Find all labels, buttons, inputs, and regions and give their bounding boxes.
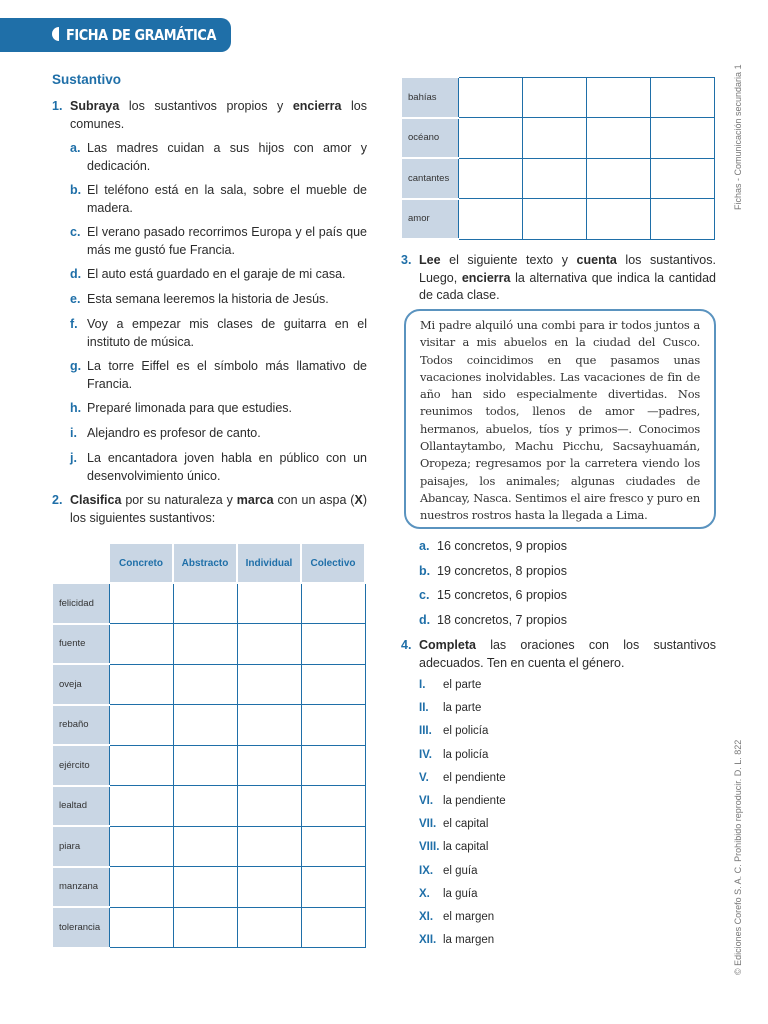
answer-cell[interactable] (650, 77, 714, 118)
sentence-item (419, 793, 506, 810)
question-number: 1. (52, 99, 63, 113)
option-text: 15 concretos, 6 propios (437, 588, 567, 602)
item-label: h. (70, 401, 82, 415)
sentence-item (419, 886, 478, 903)
item-text: la margen (443, 934, 495, 947)
option-text: 18 concretos, 7 propios (437, 613, 567, 627)
classification-table (52, 542, 366, 949)
item-label: VII. (419, 818, 437, 831)
answer-cell[interactable] (173, 786, 237, 827)
item-label: d. (70, 267, 82, 281)
item-text: el capital (443, 818, 489, 831)
item-label: V. (419, 771, 429, 784)
table-row (53, 826, 365, 867)
item-text: el pendiente (443, 771, 506, 784)
item-label: f. (70, 317, 78, 331)
table-row (53, 745, 365, 786)
classification-table-continued (402, 76, 715, 240)
copyright-caption: © Ediciones Corefo S. A. C. Prohibido reproducir. D. L. 822 (733, 739, 743, 975)
answer-cell[interactable] (237, 826, 301, 867)
answer-cell[interactable] (237, 907, 301, 948)
answer-cell[interactable] (301, 664, 365, 705)
item-label: c. (70, 225, 81, 239)
item-label: I. (419, 679, 426, 691)
sentence-item (419, 770, 506, 787)
instruction-text: la alternativa que indica la cantidad de cada clase. (419, 270, 716, 302)
option-label: b. (419, 564, 431, 578)
list-item (70, 316, 367, 351)
answer-cell[interactable] (586, 158, 650, 199)
column-header: Colectivo (301, 543, 365, 583)
answer-cell[interactable] (586, 199, 650, 240)
sentence-item (419, 700, 481, 717)
answer-cell[interactable] (237, 745, 301, 786)
item-text: la guía (443, 887, 478, 900)
answer-cell[interactable] (522, 158, 586, 199)
item-text: Alejandro es profesor de canto. (87, 426, 261, 440)
answer-cell[interactable] (458, 199, 522, 240)
page-title: FICHA DE GRAMÁTICA (66, 26, 217, 44)
instruction-text: las oraciones con los sustantivos adecuados. Ten en cuenta el género. (419, 638, 716, 670)
list-item (70, 450, 367, 485)
question-4 (401, 637, 716, 672)
answer-cell[interactable] (237, 583, 301, 624)
answer-cell[interactable] (173, 867, 237, 908)
option-label: a. (419, 539, 430, 553)
answer-cell[interactable] (522, 118, 586, 159)
sentence-item (419, 747, 488, 764)
item-text: Preparé limonada para que estudies. (87, 401, 292, 415)
list-item (70, 291, 367, 309)
table-row (53, 786, 365, 827)
item-text: el policía (443, 725, 489, 738)
item-text: Esta semana leeremos la historia de Jesús. (87, 292, 329, 306)
item-text: la policía (443, 748, 489, 761)
table-row (53, 867, 365, 908)
answer-cell[interactable] (173, 745, 237, 786)
instruction-verb: Completa (419, 638, 476, 652)
item-text: El teléfono está en la sala, sobre el mueble de madera. (87, 183, 367, 215)
row-label: océano (402, 118, 458, 159)
item-label: a. (70, 141, 81, 155)
answer-cell[interactable] (109, 745, 173, 786)
item-text: la pendiente (443, 795, 506, 807)
row-label: rebaño (53, 705, 109, 746)
item-label: VIII. (419, 841, 440, 854)
item-label: XI. (419, 911, 434, 923)
instruction-verb: Lee (419, 253, 441, 267)
table-row (53, 624, 365, 665)
answer-cell[interactable] (173, 664, 237, 705)
table-row (402, 199, 714, 240)
answer-cell[interactable] (301, 745, 365, 786)
option-text: 19 concretos, 8 propios (437, 564, 567, 578)
table-row (402, 77, 714, 118)
list-item (70, 425, 367, 443)
item-label: II. (419, 702, 429, 715)
answer-cell[interactable] (109, 907, 173, 948)
question-number: 3. (401, 253, 412, 267)
answer-cell[interactable] (301, 624, 365, 665)
item-text: el guía (443, 864, 478, 877)
row-label: manzana (53, 867, 109, 908)
answer-cell[interactable] (173, 826, 237, 867)
item-label: IV. (419, 748, 433, 761)
item-label: XII. (419, 934, 437, 947)
item-text: La encantadora joven habla en público con un desenvolvimiento único. (87, 451, 367, 483)
item-label: X. (419, 887, 430, 900)
answer-cell[interactable] (109, 664, 173, 705)
instruction-text: por su naturaleza y (125, 493, 233, 507)
sentence-item (419, 932, 494, 949)
sentence-item (419, 909, 494, 926)
answer-cell[interactable] (650, 199, 714, 240)
instruction-verb: Clasifica (70, 493, 122, 507)
side-caption-top (733, 50, 750, 210)
answer-cell[interactable] (109, 624, 173, 665)
question-3 (401, 252, 716, 305)
row-label: ejército (53, 745, 109, 786)
table-row (53, 705, 365, 746)
side-caption-bottom (733, 715, 750, 975)
item-text: la parte (443, 702, 482, 715)
answer-cell[interactable] (458, 118, 522, 159)
reading-passage: Mi padre alquiló una combi para ir todos juntos a visitar a mis abuelos en la ciudad del Cusco. Todos coincidimos en que pasamos unas vacaciones inolvidables. Las vacaciones de fin de año han sido especialmente divertidas. Nos reunimos todos, llenos de amor —padres, hermanos, abuelos, tíos y primos—. Conocimos Ollantaytambo, Machu Picchu, Sacsayhuamán, Oropeza; regresamos por la carretera viendo los paisajes, los animales; algunas ciudades de Abancay, Nasca. Sentimos el aire fresco y puro en nuestros rostros hasta la llegada a Lima. (404, 309, 716, 529)
row-label: amor (402, 199, 458, 240)
table-row (402, 158, 714, 199)
item-text: la capital (443, 841, 489, 854)
item-label: e. (70, 292, 81, 306)
sentence-item (419, 816, 488, 833)
answer-cell[interactable] (301, 826, 365, 867)
answer-cell[interactable] (522, 77, 586, 118)
row-label: felicidad (53, 583, 109, 624)
answer-cell[interactable] (237, 664, 301, 705)
answer-cell[interactable] (237, 867, 301, 908)
table-row (53, 664, 365, 705)
answer-cell[interactable] (173, 583, 237, 624)
answer-cell[interactable] (173, 624, 237, 665)
table-header-empty (53, 543, 109, 583)
instruction-text: ) los siguientes sustantivos: (70, 493, 367, 525)
row-label: bahías (402, 77, 458, 118)
column-header: Concreto (109, 543, 173, 583)
answer-cell[interactable] (109, 705, 173, 746)
answer-cell[interactable] (650, 118, 714, 159)
answer-cell[interactable] (109, 583, 173, 624)
row-label: fuente (53, 624, 109, 665)
answer-cell[interactable] (301, 705, 365, 746)
instruction-verb: marca (236, 493, 274, 507)
option-text: 16 concretos, 9 propios (437, 539, 567, 553)
list-item (70, 358, 367, 393)
row-label: cantantes (402, 158, 458, 199)
section-title: Sustantivo (52, 72, 122, 87)
item-text: Voy a empezar mis clases de guitarra en el instituto de música. (87, 317, 367, 349)
table-row (53, 907, 365, 948)
answer-cell[interactable] (586, 118, 650, 159)
instruction-text: los sustantivos propios y (128, 99, 284, 113)
answer-cell[interactable] (109, 826, 173, 867)
list-item (70, 140, 367, 175)
sentence-item (419, 863, 478, 880)
answer-option[interactable] (419, 538, 567, 555)
instruction-verb: encierra (292, 99, 342, 113)
instruction-mark: X (354, 493, 363, 507)
answer-cell[interactable] (586, 77, 650, 118)
item-text: La torre Eiffel es el símbolo más llamativo de Francia. (87, 359, 367, 391)
answer-cell[interactable] (522, 199, 586, 240)
answer-cell[interactable] (109, 867, 173, 908)
item-label: IX. (419, 864, 434, 877)
list-item (70, 224, 367, 259)
item-text: El verano pasado recorrimos Europa y el país que más me gustó fue Francia. (87, 225, 367, 257)
sentence-item (419, 723, 488, 740)
row-label: oveja (53, 664, 109, 705)
instruction-verb: cuenta (576, 253, 617, 267)
instruction-verb: encierra (461, 270, 511, 285)
answer-cell[interactable] (173, 907, 237, 948)
column-header: Abstracto (173, 543, 237, 583)
sentence-item (419, 677, 481, 694)
answer-cell[interactable] (301, 867, 365, 908)
question-2 (52, 492, 367, 527)
answer-cell[interactable] (301, 907, 365, 948)
header-half-circle-icon (52, 27, 59, 41)
answer-cell[interactable] (650, 158, 714, 199)
question-number: 2. (52, 493, 63, 507)
option-label: d. (419, 613, 431, 627)
question-number: 4. (401, 638, 412, 652)
item-label: III. (419, 725, 432, 738)
answer-option[interactable] (419, 587, 567, 604)
item-text: el parte (443, 679, 482, 691)
header-banner (0, 18, 231, 52)
answer-cell[interactable] (301, 786, 365, 827)
row-label: lealtad (53, 786, 109, 827)
instruction-verb: Subraya (70, 99, 120, 113)
list-item (70, 266, 367, 284)
answer-cell[interactable] (458, 77, 522, 118)
table-row (53, 583, 365, 624)
answer-option[interactable] (419, 612, 567, 629)
table-header-row (53, 543, 365, 583)
answer-cell[interactable] (237, 705, 301, 746)
instruction-text: con un aspa ( (277, 493, 355, 507)
item-label: j. (70, 451, 77, 465)
item-label: i. (70, 426, 77, 440)
row-label: tolerancia (53, 907, 109, 948)
answer-cell[interactable] (237, 786, 301, 827)
option-label: c. (419, 588, 430, 602)
column-header: Individual (237, 543, 301, 583)
answer-cell[interactable] (109, 786, 173, 827)
item-text: Las madres cuidan a sus hijos con amor y dedicación. (87, 141, 367, 173)
list-item (70, 400, 367, 418)
table-row (402, 118, 714, 159)
answer-cell[interactable] (173, 705, 237, 746)
row-label: piara (53, 826, 109, 867)
sentence-item (419, 839, 488, 856)
item-text: el margen (443, 911, 495, 923)
answer-cell[interactable] (301, 583, 365, 624)
answer-cell[interactable] (458, 158, 522, 199)
answer-option[interactable] (419, 563, 567, 580)
instruction-text: el siguiente texto y (449, 253, 568, 267)
item-text: El auto está guardado en el garaje de mi casa. (87, 267, 346, 281)
item-label: VI. (419, 795, 434, 807)
instruction-text: los comunes. (70, 99, 367, 131)
instruction-text: los sustantivos. Luego, (419, 253, 716, 285)
answer-cell[interactable] (237, 624, 301, 665)
list-item (70, 182, 367, 217)
item-label: g. (70, 359, 82, 373)
series-caption: Fichas - Comunicación secundaria 1 (733, 64, 743, 210)
question-1 (52, 98, 367, 133)
item-label: b. (70, 183, 82, 197)
